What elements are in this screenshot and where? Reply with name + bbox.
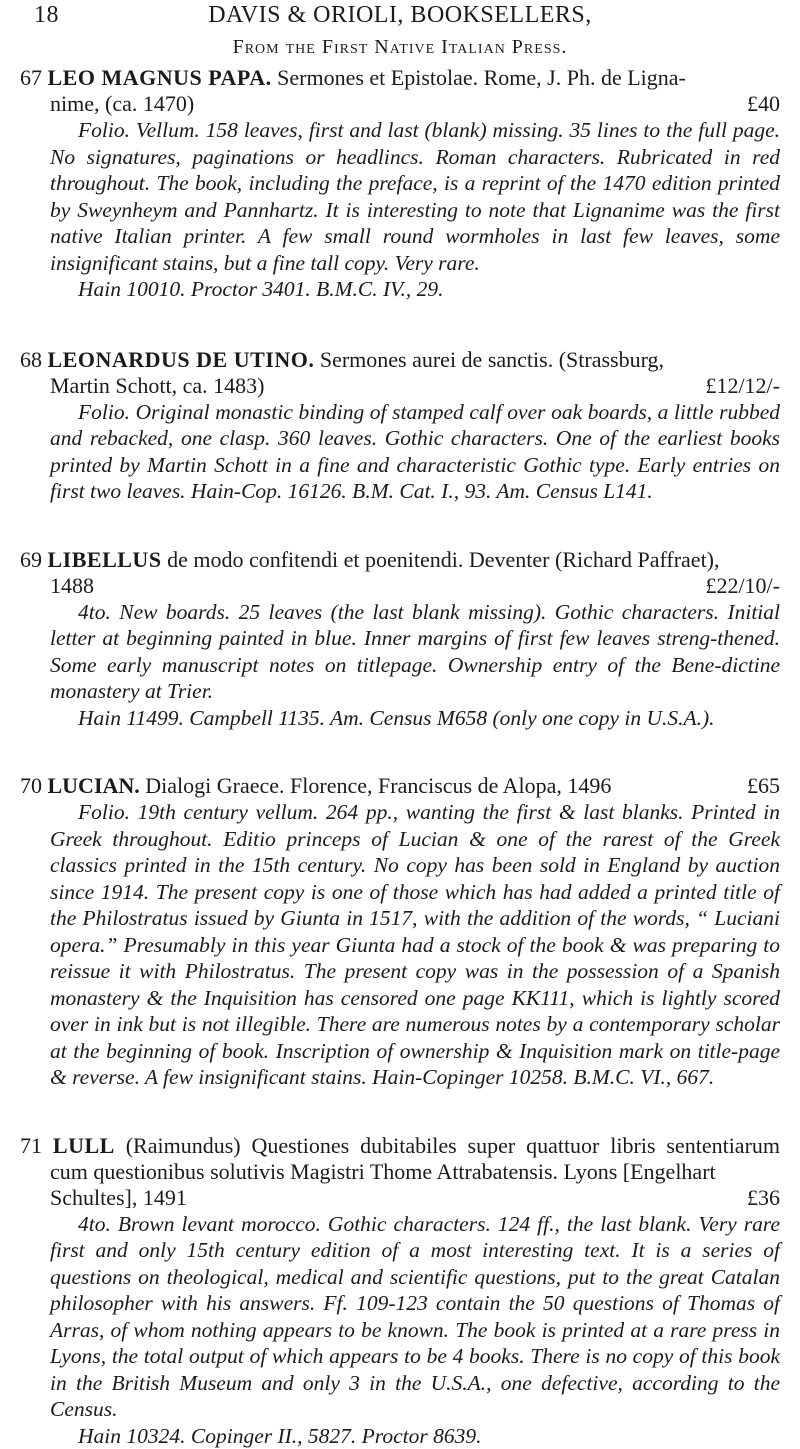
entry-description: 4to. New boards. 25 leaves (the last blank missing). Gothic characters. Initial letter at beginning painted in blue. Inner margins of first few leaves streng-thened. Some early manuscript notes on titlepage. Ownership entry of the Bene-dictine monastery at Trier. (20, 599, 780, 705)
entry-title: Sermones aurei de sanctis. (Strassburg, (320, 347, 664, 372)
catalogue-entry (20, 1133, 780, 1449)
entry-name: LUCIAN. (48, 773, 140, 798)
entry-price: £22/10/- (705, 573, 780, 599)
entry-name: LEONARDUS DE UTINO. (48, 347, 315, 372)
catalogue-entry (20, 773, 780, 1091)
entry-description: 4to. Brown levant morocco. Gothic characters. 124 ff., the last blank. Very rare first and only 15th century edition of a most interesting text. It is a series of questions on theological, medical and scientific questions, put to the great Catalan philosopher with his answers. Ff. 109-123 contain the 50 questions of Thomas of Arras, of whom nothing appears to be known. The book is printed at a rare press in Lyons, the total output of which appears to be 4 books. There is no copy of this book in the British Museum and only 3 in the U.S.A., one defective, according to the Census. (20, 1211, 780, 1423)
entry-imprint-line (20, 91, 780, 117)
entry-description: Folio. Original monastic binding of stamped calf over oak boards, a little rubbed and rebacked, one clasp. 360 leaves. Gothic characters. One of the earliest books printed by Martin Schott in a fine and characteristic Gothic type. Early entries on first two leaves. Hain-Cop. 16126. B.M. Cat. I., 93. Am. Census L141. (20, 399, 780, 505)
entry-imprint: nime, (ca. 1470) (50, 91, 194, 117)
entry-price: £40 (747, 91, 780, 117)
entry-references: Hain 10010. Proctor 3401. B.M.C. IV., 29. (20, 276, 780, 303)
section-title: From the First Native Italian Press. (20, 36, 780, 59)
entry-title: Sermones et Epistolae. Rome, J. Ph. de Ligna- (277, 65, 686, 90)
entry-imprint-line (20, 373, 780, 399)
entry-number: 67 (20, 65, 42, 90)
entry-title: Dialogi Graece. Florence, Franciscus de Alopa, 1496 (145, 773, 611, 798)
entry-price: £65 (747, 773, 780, 799)
entry-title: (Raimundus) Questiones dubitabiles super quattuor libris sententiarum cum questionibus solutivis Magistri Thome Attrabatensis. Lyons [Engelhart (50, 1133, 780, 1184)
entry-number: 70 (20, 773, 42, 798)
entry-name: LEO MAGNUS PAPA. (48, 65, 272, 90)
entry-number: 69 (20, 547, 42, 572)
entry-imprint: 1488 (50, 573, 94, 599)
entry-description: Folio. 19th century vellum. 264 pp., wanting the first & last blanks. Printed in Greek throughout. Editio princeps of Lucian & one of the rarest of the Greek classics printed in the 15th century. No copy has been sold in England by auction since 1914. The present copy is one of those which has had added a printed title of the Philostratus issued by Giunta in 1517, with the addition of the words, “ Luciani opera.” Presumably in this year Giunta had a stock of the book & was preparing to reissue it with Philostratus. The present copy was in the possession of a Spanish monastery & the Inquisition has censored one page KK111, which is lightly scored over in ink but is not illegible. There are numerous notes by a contemporary scholar at the beginning of book. Inscription of ownership & Inquisition mark on title-page & reverse. A few insignificant stains. Hain-Copinger 10258. B.M.C. VI., 667. (20, 799, 780, 1091)
catalogue-entry (20, 547, 780, 732)
entry-number: 71 (20, 1133, 42, 1158)
running-head (20, 0, 780, 34)
entry-price: £12/12/- (705, 373, 780, 399)
entry-imprint-line (20, 573, 780, 599)
entry-heading (20, 547, 780, 573)
catalogue-entry (20, 347, 780, 505)
entry-price: £36 (747, 1185, 780, 1211)
page-header-title: DAVIS & ORIOLI, BOOKSELLERS, (20, 2, 780, 29)
entry-number: 68 (20, 347, 42, 372)
entry-imprint-line (20, 1185, 780, 1211)
entry-title: de modo confitendi et poenitendi. Deventer (Richard Paffraet), (167, 547, 719, 572)
entry-heading (20, 1133, 780, 1185)
entry-references: Hain 10324. Copinger II., 5827. Proctor 8639. (20, 1423, 780, 1449)
entry-imprint: Schultes], 1491 (50, 1185, 187, 1211)
entry-description: Folio. Vellum. 158 leaves, first and last (blank) missing. 35 lines to the full page. No signatures, paginations or headlincs. Roman characters. Rubricated in red throughout. The book, including the preface, is a reprint of the 1470 edition printed by Sweynheym and Pannhartz. It is interesting to note that Lignanime was the first native Italian printer. A few small round wormholes in last few leaves, some insignificant stains, but a fine tall copy. Very rare. (20, 117, 780, 276)
entry-references: Hain 11499. Campbell 1135. Am. Census M658 (only one copy in U.S.A.). (20, 705, 780, 732)
catalogue-entry (20, 65, 780, 303)
entry-name: LULL (53, 1133, 115, 1158)
entry-heading (20, 65, 780, 91)
page-number: 18 (34, 2, 59, 29)
entry-heading (20, 773, 780, 799)
entry-imprint: Martin Schott, ca. 1483) (50, 373, 264, 399)
entry-heading (20, 347, 780, 373)
entry-name: LIBELLUS (48, 547, 162, 572)
